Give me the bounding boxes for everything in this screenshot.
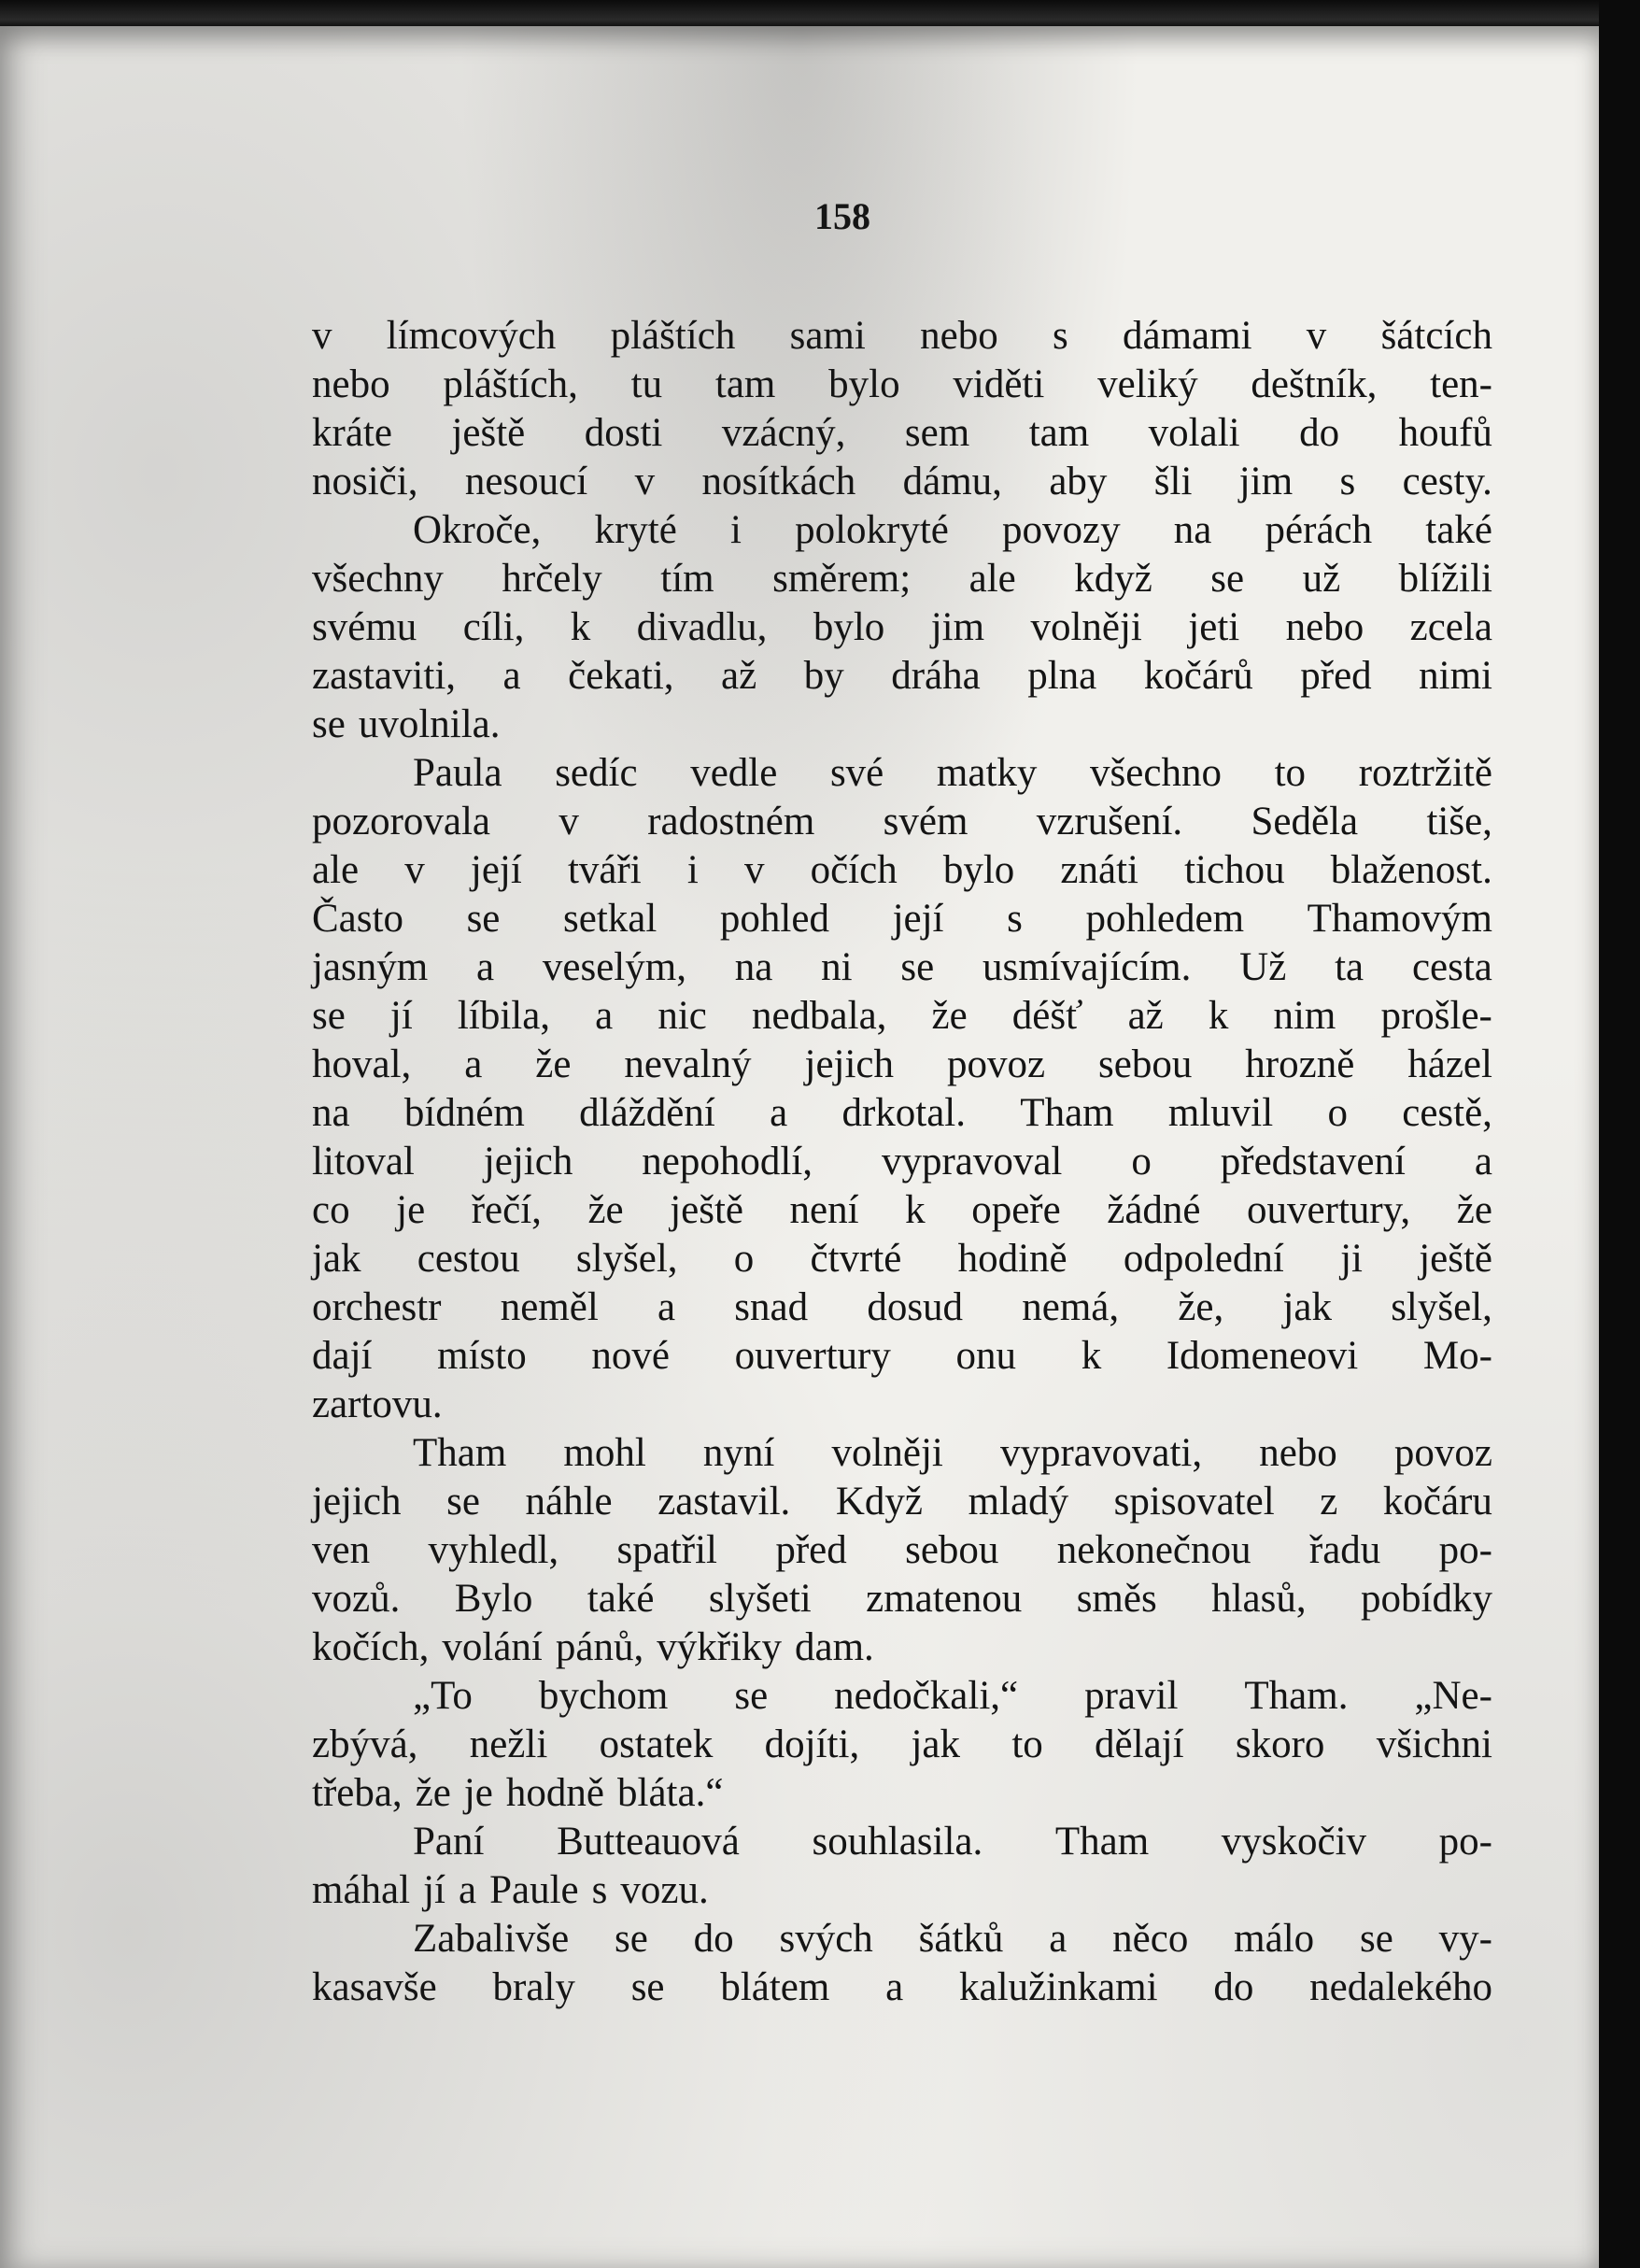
text-line: jejich se náhle zastavil. Když mladý spisovatel z kočáru bbox=[312, 1480, 1492, 1524]
text-line: jak cestou slyšel, o čtvrté hodině odpolední ji ještě bbox=[312, 1237, 1492, 1281]
text-line: ale v její tváři i v očích bylo znáti tichou blaženost. bbox=[312, 848, 1492, 892]
text-line: na bídném dláždění a drkotal. Tham mluvil o cestě, bbox=[312, 1091, 1492, 1135]
text-line: co je řečí, že ještě není k opeře žádné ouvertury, že bbox=[312, 1188, 1492, 1232]
text-line: litoval jejich nepohodlí, vypravoval o představení a bbox=[312, 1140, 1492, 1184]
text-line: Paní Butteauová souhlasila. Tham vyskočiv po- bbox=[413, 1820, 1492, 1864]
text-line: Často se setkal pohled její s pohledem Thamovým bbox=[312, 897, 1492, 941]
text-line: pozorovala v radostném svém vzrušení. Seděla tiše, bbox=[312, 800, 1492, 843]
page-number: 158 bbox=[814, 195, 870, 237]
text-line: vozů. Bylo také slyšeti zmatenou směs hlasů, pobídky bbox=[312, 1577, 1492, 1621]
text-line: kráte ještě dosti vzácný, sem tam volali do houfů bbox=[312, 411, 1492, 455]
text-line: máhal jí a Paule s vozu. bbox=[312, 1868, 709, 1912]
text-line: Okroče, kryté i polokryté povozy na pérách také bbox=[413, 508, 1492, 552]
text-line: orchestr neměl a snad dosud nemá, že, jak slyšel, bbox=[312, 1285, 1492, 1329]
text-line: dají místo nové ouvertury onu k Idomeneovi Mo- bbox=[312, 1334, 1492, 1378]
text-line: Tham mohl nyní volněji vypravovati, nebo povoz bbox=[413, 1431, 1492, 1475]
text-line: jasným a veselým, na ni se usmívajícím. Už ta cesta bbox=[312, 945, 1492, 989]
text-line: se uvolnila. bbox=[312, 702, 501, 746]
text-line: všechny hrčely tím směrem; ale když se už blížili bbox=[312, 557, 1492, 601]
scan-top-edge bbox=[0, 0, 1640, 28]
text-line: nosiči, nesoucí v nosítkách dámu, aby šli jim s cesty. bbox=[312, 460, 1492, 503]
text-line: třeba, že je hodně bláta.“ bbox=[312, 1771, 724, 1815]
text-line: zartovu. bbox=[312, 1382, 443, 1426]
text-line: Paula sedíc vedle své matky všechno to roztržitě bbox=[413, 751, 1492, 795]
text-line: nebo pláštích, tu tam bylo viděti veliký deštník, ten- bbox=[312, 362, 1492, 406]
text-line: zbývá, nežli ostatek dojíti, jak to dělají skoro všichni bbox=[312, 1722, 1492, 1766]
scan-right-edge bbox=[1599, 0, 1640, 2268]
text-line: zastaviti, a čekati, až by dráha plna kočárů před nimi bbox=[312, 654, 1492, 698]
text-line: „To bychom se nedočkali,“ pravil Tham. „Ne- bbox=[413, 1674, 1492, 1718]
text-line: se jí líbila, a nic nedbala, že déšť až k nim prošle- bbox=[312, 994, 1492, 1038]
body-text bbox=[312, 312, 1492, 2012]
text-line: ven vyhledl, spatřil před sebou nekonečnou řadu po- bbox=[312, 1528, 1492, 1572]
text-line: Zabalivše se do svých šátků a něco málo se vy- bbox=[413, 1917, 1492, 1961]
text-line: kočích, volání pánů, výkřiky dam. bbox=[312, 1625, 874, 1669]
text-line: kasavše braly se blátem a kalužinkami do nedalekého bbox=[312, 1965, 1492, 2009]
text-line: hoval, a že nevalný jejich povoz sebou hrozně házel bbox=[312, 1042, 1492, 1086]
text-line: v límcových pláštích sami nebo s dámami v šátcích bbox=[312, 314, 1492, 358]
text-line: svému cíli, k divadlu, bylo jim volněji jeti nebo zcela bbox=[312, 605, 1492, 649]
